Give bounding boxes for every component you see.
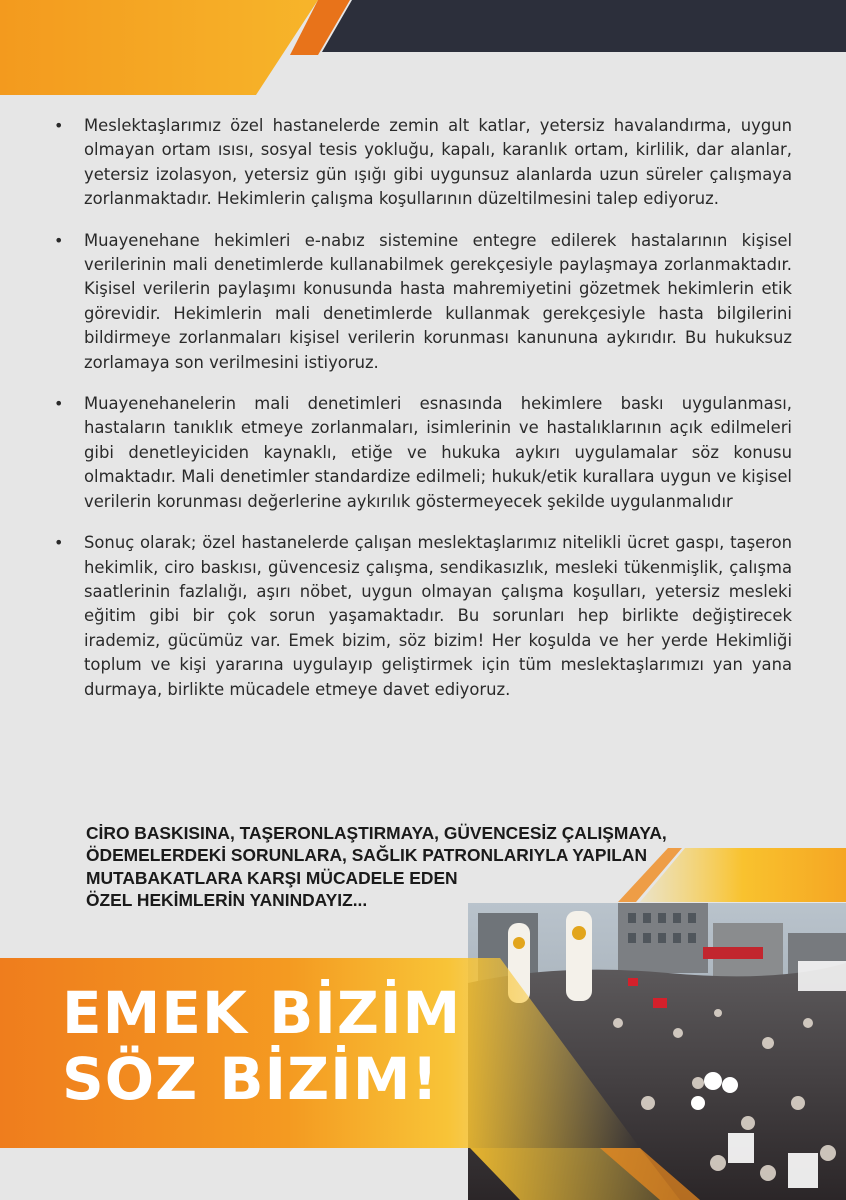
headline-line: EMEK BİZİM xyxy=(62,979,462,1047)
slogan-line: MUTABAKATLARA KARŞI MÜCADELE EDEN xyxy=(86,867,458,888)
headline-line: SÖZ BİZİM! xyxy=(62,1045,439,1113)
bullet-text: Meslektaşlarımız özel hastanelerde zemin alt katlar, yetersiz havalandırma, uygun olmayan ortam ısısı, sosyal tesis yokluğu, kapalı, karanlık ortam, kirlilik, dar alanlar, yetersiz izolasyon, yetersiz gün ışığı gibi uygunsuz alanlarda uzun süreler çalışmaya zorlanmaktadır. Hekimlerin çalışma koşullarının düzeltilmesini talep ediyoruz. xyxy=(84,116,792,209)
bullet-text: Muayenehanelerin mali denetimleri esnasında hekimlere baskı uygulanması, hastaların tanıklık etmeye zorlanmaları, isimlerinin ve hastalıklarının açık edilmeleri gibi denetleyiciden kaynaklı, etiğe ve hukuka aykırı uygulamalar söz konusu olmaktadır. Mali denetimler standardize edilmeli; hukuk/etik kurallara uygun ve kişisel verilerin korunması değerlerine aykırılık göstermeyecek şekilde uygulanmalıdır xyxy=(84,394,792,511)
bullet-text: Sonuç olarak; özel hastanelerde çalışan meslektaşlarımız nitelikli ücret gaspı, taşeron hekimlik, ciro baskısı, güvencesiz çalışma, sendikasızlık, mesleki tükenmişlik, çalışma saatlerinin fazlalığı, aşırı nöbet, uygun olmayan çalışma koşulları, yetersiz mesleki eğitim gibi bir çok sorun yaşamaktadır. Bu sorunları hep birlikte değiştirecek irademiz, gücümüz var. Emek bizim, söz bizim! Her koşulda ve her yerde Hekimliği toplum ve kişi yararına uygulayıp geliştirmek için tüm meslektaşlarımızı yan yana durmaya, birlikte mücadele etmeye davet ediyoruz. xyxy=(84,533,792,699)
bullet-dot: • xyxy=(54,230,64,250)
bullet-text: Muayenehane hekimleri e-nabız sistemine entegre edilerek hastalarının kişisel verilerinin mali denetimlerde kullanabilmek gerekçesiyle paylaşmaya zorlanmaktadır. Kişisel verilerin paylaşımı konusunda hasta mahremiyetini gözetmek hekimlerin etik görevidir. Hekimlerin mali denetimlerde kullanmak gerekçesiyle hasta bilgilerini bildirmeye zorlanmaları kişisel verilerin korunması kanununa aykırıdır. Bu hukuksuz zorlamaya son verilmesini istiyoruz. xyxy=(84,230,792,372)
headline xyxy=(62,980,461,1112)
slogan-line: ÖDEMELERDEKİ SORUNLARA, SAĞLIK PATRONLARIYLA YAPILAN xyxy=(86,845,648,866)
bullet-dot: • xyxy=(54,533,64,553)
slogan-line: CİRO BASKISINA, TAŞERONLAŞTIRMAYA, GÜVENCESİZ ÇALIŞMAYA, xyxy=(86,823,667,843)
slogan-line: ÖZEL HEKİMLERİN YANINDAYIZ... xyxy=(86,890,368,911)
bullet-dot: • xyxy=(54,116,64,135)
bullet-dot: • xyxy=(54,394,64,414)
